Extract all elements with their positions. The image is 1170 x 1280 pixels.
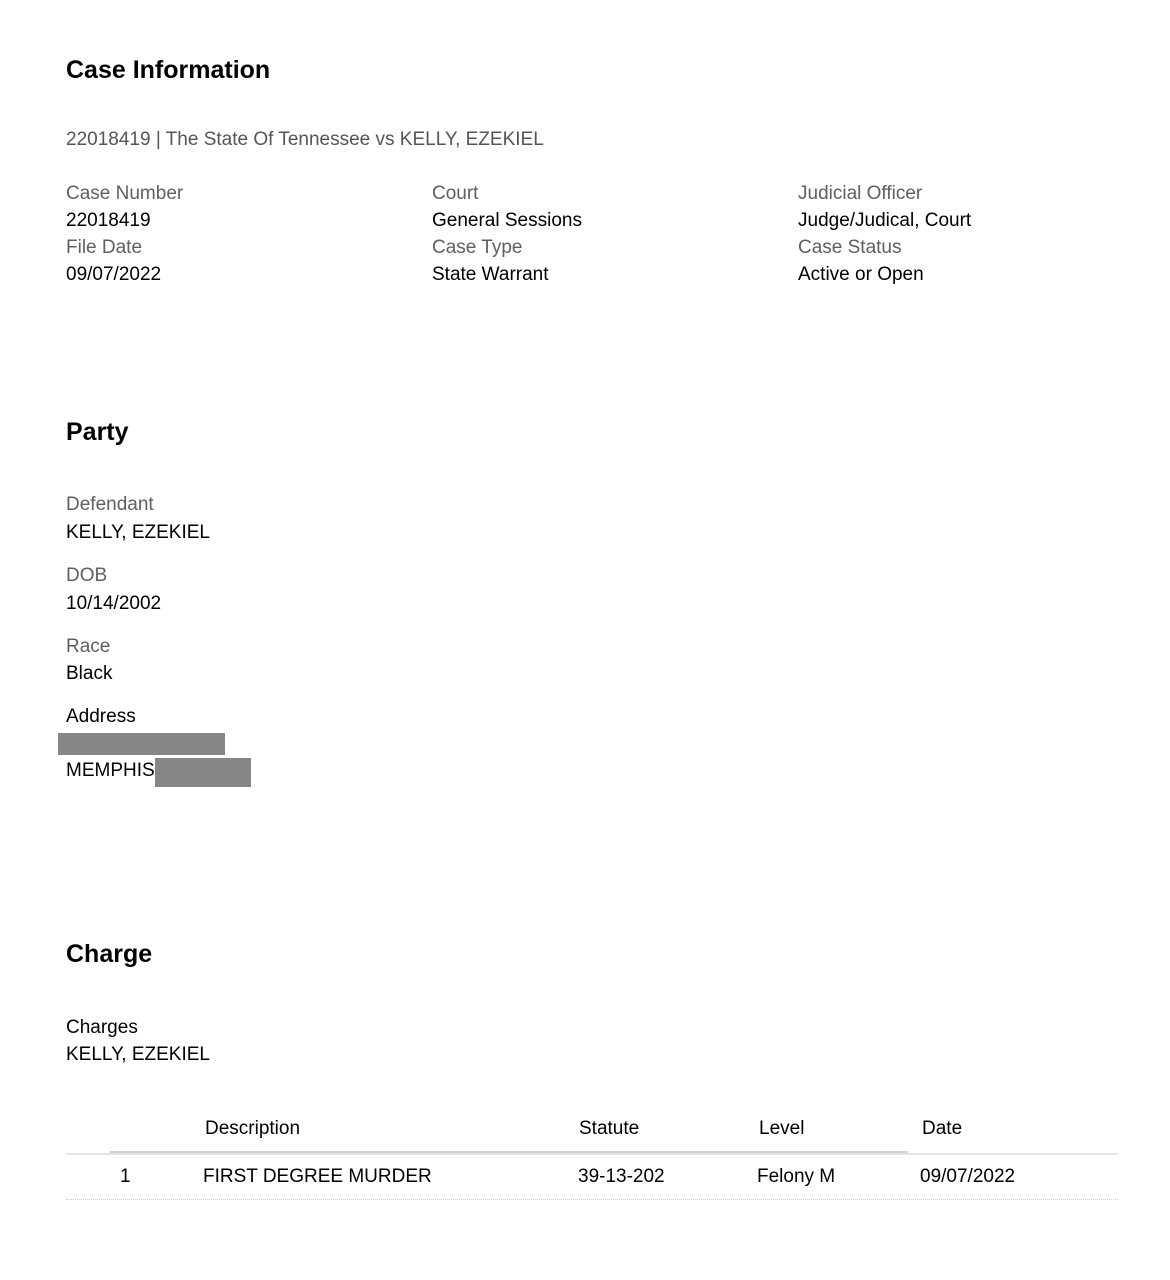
case-status-label: Case Status <box>798 237 902 258</box>
defendant-label: Defendant <box>66 494 154 515</box>
table-header-divider <box>66 1153 1118 1155</box>
column-header-statute: Statute <box>579 1118 640 1139</box>
case-type-label: Case Type <box>432 237 523 258</box>
column-header-level: Level <box>759 1118 805 1139</box>
charge-level: Felony M <box>757 1166 836 1187</box>
case-number-label: Case Number <box>66 183 184 204</box>
address-label: Address <box>66 706 136 727</box>
charge-description: FIRST DEGREE MURDER <box>203 1166 432 1187</box>
case-type-value: State Warrant <box>432 264 549 285</box>
address-street-redaction <box>58 733 225 755</box>
case-number-value: 22018419 <box>66 210 151 231</box>
dob-value: 10/14/2002 <box>66 593 162 614</box>
charge-heading: Charge <box>66 940 153 968</box>
race-value: Black <box>66 663 113 684</box>
charge-number: 1 <box>120 1166 131 1187</box>
judicial-officer-value: Judge/Judical, Court <box>798 210 972 231</box>
court-label: Court <box>432 183 479 204</box>
address-city: MEMPHIS <box>66 760 155 781</box>
defendant-value: KELLY, EZEKIEL <box>66 522 210 543</box>
case-status-value: Active or Open <box>798 264 924 285</box>
address-state-zip-redaction <box>155 758 251 787</box>
charges-label: Charges <box>66 1017 138 1038</box>
judicial-officer-label: Judicial Officer <box>798 183 923 204</box>
column-header-description: Description <box>205 1118 301 1139</box>
table-header-underline <box>110 1151 908 1153</box>
file-date-label: File Date <box>66 237 143 258</box>
charge-date: 09/07/2022 <box>920 1166 1016 1187</box>
party-heading: Party <box>66 418 129 446</box>
race-label: Race <box>66 636 111 657</box>
file-date-value: 09/07/2022 <box>66 264 162 285</box>
case-information-heading: Case Information <box>66 56 271 84</box>
table-row-divider <box>66 1199 1118 1200</box>
court-value: General Sessions <box>432 210 582 231</box>
charges-party: KELLY, EZEKIEL <box>66 1044 210 1065</box>
case-subtitle: 22018419 | The State Of Tennessee vs KELLY, EZEKIEL <box>66 129 544 150</box>
charge-statute: 39-13-202 <box>578 1166 665 1187</box>
dob-label: DOB <box>66 565 108 586</box>
column-header-date: Date <box>922 1118 963 1139</box>
